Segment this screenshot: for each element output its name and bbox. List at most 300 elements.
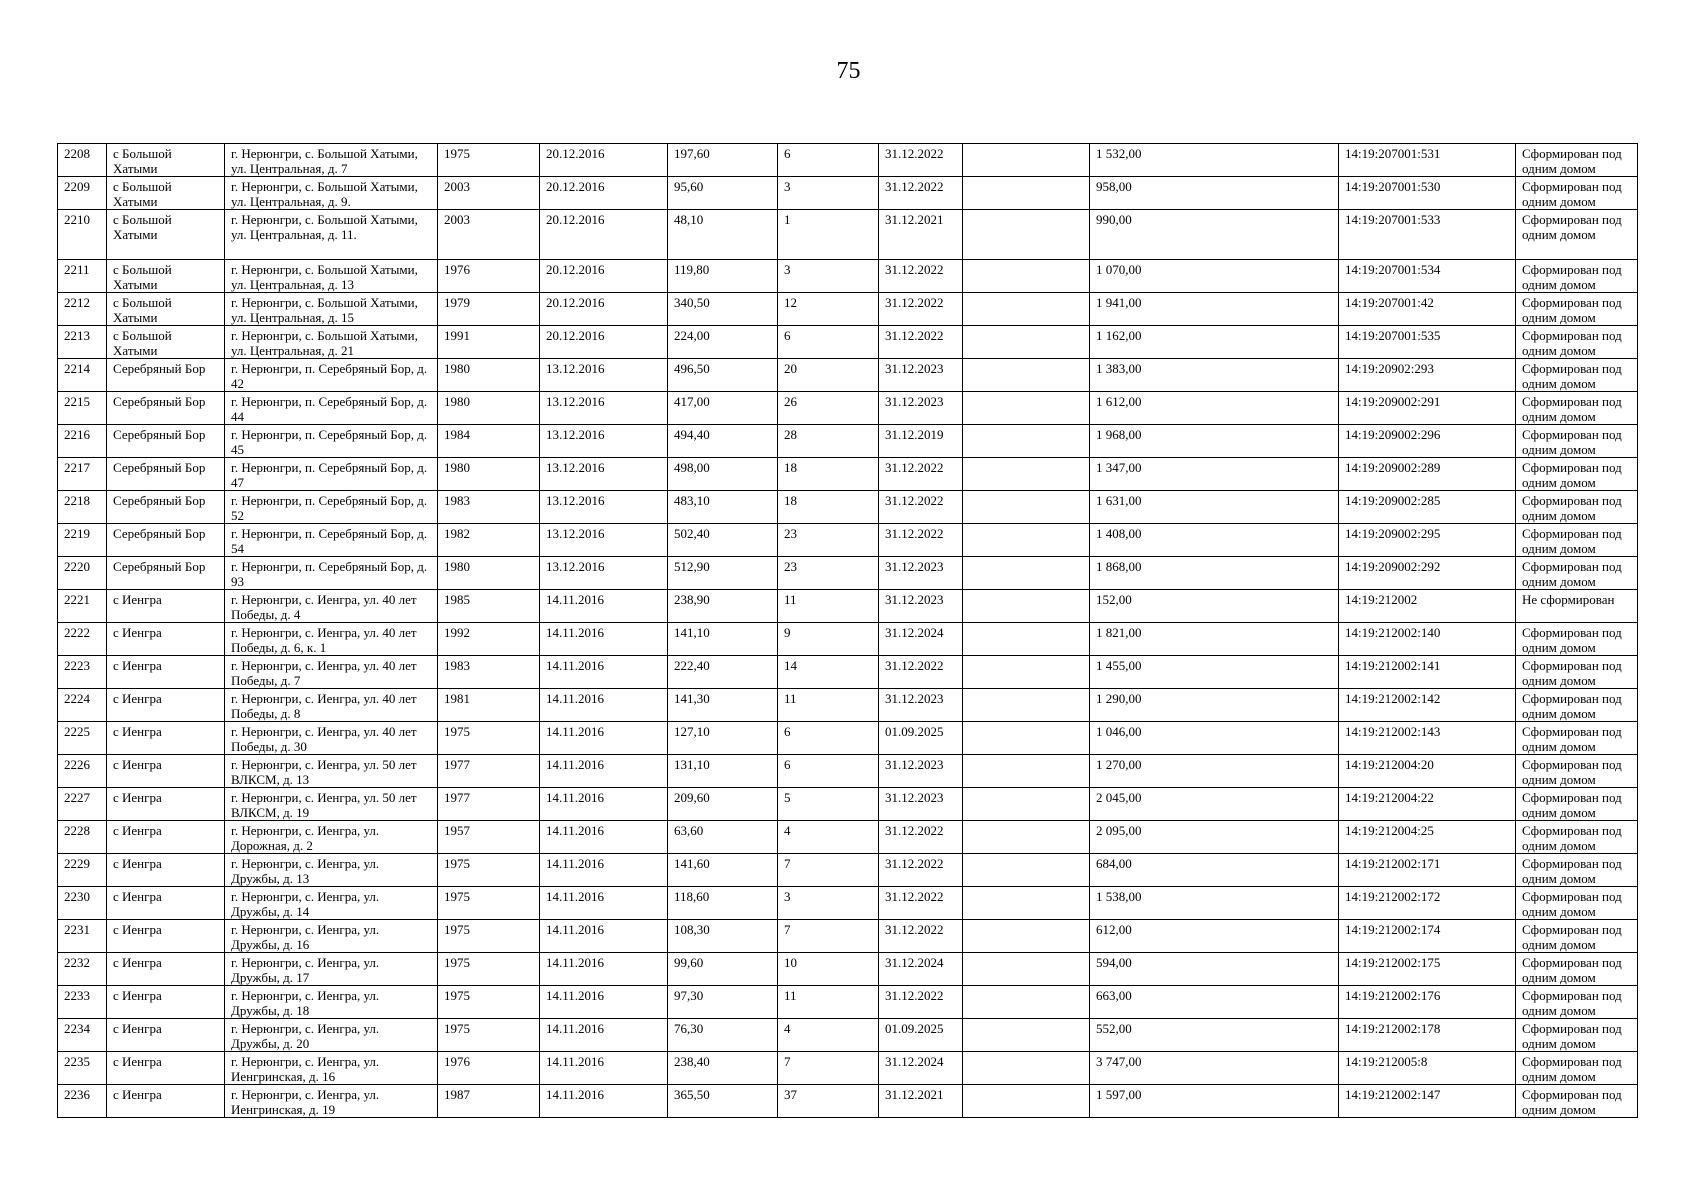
row-number: 2227 [58,788,107,821]
address-cell: г. Нерюнгри, с. Большой Хатыми, ул. Центральная, д. 21 [225,326,438,359]
cadastral-number-cell: 14:19:212002:142 [1339,689,1516,722]
cadastral-number-cell: 14:19:212002:141 [1339,656,1516,689]
address-cell: г. Нерюнгри, с. Иенгра, ул. 40 лет Победы, д. 30 [225,722,438,755]
date-cell: 20.12.2016 [540,260,668,293]
year-built-cell: 2003 [438,177,540,210]
address-cell: г. Нерюнгри, с. Иенгра, ул. 40 лет Победы, д. 8 [225,689,438,722]
table-row [58,210,1638,260]
deadline-cell: 31.12.2023 [879,689,963,722]
settlement-cell: с Иенгра [107,986,225,1019]
land-area-cell: 1 532,00 [1090,144,1339,177]
settlement-cell: с Иенгра [107,590,225,623]
deadline-cell: 31.12.2022 [879,144,963,177]
address-cell: г. Нерюнгри, с. Большой Хатыми, ул. Центральная, д. 9. [225,177,438,210]
settlement-cell: с Иенгра [107,1052,225,1085]
row-number: 2209 [58,177,107,210]
table-row [58,920,1638,953]
deadline-cell: 31.12.2022 [879,887,963,920]
date-cell: 14.11.2016 [540,656,668,689]
table-row [58,392,1638,425]
row-number: 2221 [58,590,107,623]
year-built-cell: 1980 [438,458,540,491]
row-number: 2235 [58,1052,107,1085]
cadastral-number-cell: 14:19:207001:530 [1339,177,1516,210]
empty-cell [963,326,1090,359]
area-cell: 496,50 [668,359,778,392]
settlement-cell: Серебряный Бор [107,557,225,590]
land-area-cell: 1 968,00 [1090,425,1339,458]
table-row [58,656,1638,689]
land-area-cell: 2 045,00 [1090,788,1339,821]
address-cell: г. Нерюнгри, п. Серебряный Бор, д. 52 [225,491,438,524]
settlement-cell: с Иенгра [107,656,225,689]
deadline-cell: 31.12.2023 [879,788,963,821]
date-cell: 20.12.2016 [540,210,668,260]
empty-cell [963,1085,1090,1118]
year-built-cell: 1976 [438,1052,540,1085]
settlement-cell: Серебряный Бор [107,458,225,491]
date-cell: 20.12.2016 [540,144,668,177]
deadline-cell: 31.12.2022 [879,524,963,557]
settlement-cell: Серебряный Бор [107,524,225,557]
empty-cell [963,293,1090,326]
deadline-cell: 31.12.2024 [879,1052,963,1085]
empty-cell [963,557,1090,590]
area-cell: 238,40 [668,1052,778,1085]
area-cell: 95,60 [668,177,778,210]
area-cell: 141,30 [668,689,778,722]
residents-cell: 3 [778,260,879,293]
year-built-cell: 1975 [438,953,540,986]
cadastral-number-cell: 14:19:212002:143 [1339,722,1516,755]
table-row [58,689,1638,722]
date-cell: 20.12.2016 [540,177,668,210]
empty-cell [963,1019,1090,1052]
area-cell: 498,00 [668,458,778,491]
row-number: 2230 [58,887,107,920]
table-row [58,458,1638,491]
empty-cell [963,920,1090,953]
settlement-cell: с Иенгра [107,623,225,656]
area-cell: 108,30 [668,920,778,953]
year-built-cell: 1975 [438,887,540,920]
row-number: 2215 [58,392,107,425]
empty-cell [963,986,1090,1019]
table-row [58,821,1638,854]
year-built-cell: 1975 [438,722,540,755]
year-built-cell: 1957 [438,821,540,854]
residents-cell: 4 [778,1019,879,1052]
row-number: 2217 [58,458,107,491]
residents-cell: 28 [778,425,879,458]
empty-cell [963,623,1090,656]
cadastral-number-cell: 14:19:212002 [1339,590,1516,623]
table-row [58,887,1638,920]
residents-cell: 6 [778,722,879,755]
deadline-cell: 31.12.2022 [879,260,963,293]
residents-cell: 10 [778,953,879,986]
status-cell: Сформирован под одним домом [1516,326,1638,359]
row-number: 2236 [58,1085,107,1118]
empty-cell [963,887,1090,920]
empty-cell [963,755,1090,788]
cadastral-number-cell: 14:19:212004:25 [1339,821,1516,854]
residents-cell: 18 [778,458,879,491]
table-row [58,1052,1638,1085]
date-cell: 13.12.2016 [540,359,668,392]
date-cell: 14.11.2016 [540,788,668,821]
residents-cell: 3 [778,887,879,920]
year-built-cell: 1976 [438,260,540,293]
settlement-cell: Серебряный Бор [107,392,225,425]
status-cell: Сформирован под одним домом [1516,755,1638,788]
deadline-cell: 01.09.2025 [879,722,963,755]
row-number: 2225 [58,722,107,755]
date-cell: 14.11.2016 [540,590,668,623]
cadastral-number-cell: 14:19:212002:175 [1339,953,1516,986]
area-cell: 119,80 [668,260,778,293]
deadline-cell: 01.09.2025 [879,1019,963,1052]
empty-cell [963,491,1090,524]
year-built-cell: 1975 [438,1019,540,1052]
cadastral-number-cell: 14:19:209002:295 [1339,524,1516,557]
date-cell: 14.11.2016 [540,1019,668,1052]
row-number: 2232 [58,953,107,986]
land-area-cell: 552,00 [1090,1019,1339,1052]
residents-cell: 1 [778,210,879,260]
residents-cell: 6 [778,755,879,788]
table-row [58,854,1638,887]
residents-cell: 23 [778,524,879,557]
cadastral-number-cell: 14:19:207001:534 [1339,260,1516,293]
empty-cell [963,210,1090,260]
address-cell: г. Нерюнгри, п. Серебряный Бор, д. 93 [225,557,438,590]
area-cell: 340,50 [668,293,778,326]
status-cell: Сформирован под одним домом [1516,359,1638,392]
year-built-cell: 1979 [438,293,540,326]
residents-cell: 12 [778,293,879,326]
deadline-cell: 31.12.2022 [879,821,963,854]
area-cell: 483,10 [668,491,778,524]
year-built-cell: 1983 [438,656,540,689]
status-cell: Сформирован под одним домом [1516,210,1638,260]
deadline-cell: 31.12.2022 [879,920,963,953]
deadline-cell: 31.12.2023 [879,392,963,425]
land-area-cell: 1 408,00 [1090,524,1339,557]
area-cell: 99,60 [668,953,778,986]
table-row [58,491,1638,524]
row-number: 2214 [58,359,107,392]
empty-cell [963,392,1090,425]
land-area-cell: 1 868,00 [1090,557,1339,590]
land-area-cell: 1 455,00 [1090,656,1339,689]
deadline-cell: 31.12.2021 [879,1085,963,1118]
deadline-cell: 31.12.2022 [879,656,963,689]
row-number: 2226 [58,755,107,788]
area-cell: 141,10 [668,623,778,656]
residents-cell: 7 [778,854,879,887]
cadastral-number-cell: 14:19:212002:178 [1339,1019,1516,1052]
status-cell: Сформирован под одним домом [1516,458,1638,491]
table-row [58,326,1638,359]
date-cell: 14.11.2016 [540,1052,668,1085]
date-cell: 14.11.2016 [540,986,668,1019]
empty-cell [963,425,1090,458]
address-cell: г. Нерюнгри, с. Иенгра, ул. 40 лет Победы, д. 7 [225,656,438,689]
address-cell: г. Нерюнгри, с. Иенгра, ул. 40 лет Победы, д. 4 [225,590,438,623]
row-number: 2218 [58,491,107,524]
area-cell: 48,10 [668,210,778,260]
deadline-cell: 31.12.2023 [879,755,963,788]
cadastral-number-cell: 14:19:212002:147 [1339,1085,1516,1118]
table-row [58,590,1638,623]
address-cell: г. Нерюнгри, с. Иенгра, ул. Иенгринская, д. 19 [225,1085,438,1118]
status-cell: Сформирован под одним домом [1516,986,1638,1019]
empty-cell [963,144,1090,177]
row-number: 2216 [58,425,107,458]
settlement-cell: с Большой Хатыми [107,293,225,326]
table-row [58,788,1638,821]
empty-cell [963,458,1090,491]
table-row [58,755,1638,788]
cadastral-number-cell: 14:19:207001:531 [1339,144,1516,177]
land-area-cell: 1 597,00 [1090,1085,1339,1118]
table-row [58,425,1638,458]
year-built-cell: 1981 [438,689,540,722]
address-cell: г. Нерюнгри, п. Серебряный Бор, д. 47 [225,458,438,491]
land-area-cell: 1 290,00 [1090,689,1339,722]
deadline-cell: 31.12.2022 [879,986,963,1019]
date-cell: 20.12.2016 [540,326,668,359]
row-number: 2222 [58,623,107,656]
settlement-cell: с Большой Хатыми [107,260,225,293]
settlement-cell: с Большой Хатыми [107,177,225,210]
deadline-cell: 31.12.2022 [879,491,963,524]
land-area-cell: 594,00 [1090,953,1339,986]
empty-cell [963,590,1090,623]
date-cell: 14.11.2016 [540,821,668,854]
date-cell: 14.11.2016 [540,953,668,986]
settlement-cell: с Иенгра [107,788,225,821]
cadastral-number-cell: 14:19:209002:285 [1339,491,1516,524]
date-cell: 14.11.2016 [540,689,668,722]
status-cell: Сформирован под одним домом [1516,177,1638,210]
address-cell: г. Нерюнгри, п. Серебряный Бор, д. 54 [225,524,438,557]
residents-cell: 5 [778,788,879,821]
deadline-cell: 31.12.2022 [879,293,963,326]
residents-cell: 6 [778,144,879,177]
row-number: 2229 [58,854,107,887]
settlement-cell: с Иенгра [107,1085,225,1118]
residents-cell: 23 [778,557,879,590]
address-cell: г. Нерюнгри, п. Серебряный Бор, д. 42 [225,359,438,392]
address-cell: г. Нерюнгри, с. Иенгра, ул. 50 лет ВЛКСМ, д. 13 [225,755,438,788]
year-built-cell: 1985 [438,590,540,623]
status-cell: Сформирован под одним домом [1516,425,1638,458]
land-area-cell: 612,00 [1090,920,1339,953]
deadline-cell: 31.12.2022 [879,326,963,359]
cadastral-number-cell: 14:19:207001:42 [1339,293,1516,326]
deadline-cell: 31.12.2024 [879,953,963,986]
address-cell: г. Нерюнгри, с. Большой Хатыми, ул. Центральная, д. 13 [225,260,438,293]
date-cell: 14.11.2016 [540,623,668,656]
address-cell: г. Нерюнгри, с. Иенгра, ул. Дружбы, д. 17 [225,953,438,986]
table-row [58,359,1638,392]
empty-cell [963,177,1090,210]
row-number: 2223 [58,656,107,689]
table-row [58,557,1638,590]
status-cell: Сформирован под одним домом [1516,920,1638,953]
settlement-cell: с Иенгра [107,953,225,986]
status-cell: Сформирован под одним домом [1516,524,1638,557]
residents-cell: 9 [778,623,879,656]
page-number: 75 [836,58,861,84]
settlement-cell: с Иенгра [107,821,225,854]
empty-cell [963,689,1090,722]
settlement-cell: Серебряный Бор [107,359,225,392]
deadline-cell: 31.12.2019 [879,425,963,458]
land-area-cell: 1 070,00 [1090,260,1339,293]
status-cell: Сформирован под одним домом [1516,260,1638,293]
deadline-cell: 31.12.2023 [879,359,963,392]
residents-cell: 11 [778,590,879,623]
land-area-cell: 684,00 [1090,854,1339,887]
residents-cell: 18 [778,491,879,524]
status-cell: Сформирован под одним домом [1516,144,1638,177]
address-cell: г. Нерюнгри, с. Большой Хатыми, ул. Центральная, д. 11. [225,210,438,260]
year-built-cell: 1975 [438,986,540,1019]
land-area-cell: 1 631,00 [1090,491,1339,524]
deadline-cell: 31.12.2024 [879,623,963,656]
row-number: 2231 [58,920,107,953]
address-cell: г. Нерюнгри, с. Иенгра, ул. Дружбы, д. 13 [225,854,438,887]
area-cell: 97,30 [668,986,778,1019]
date-cell: 14.11.2016 [540,1085,668,1118]
settlement-cell: с Иенгра [107,755,225,788]
row-number: 2224 [58,689,107,722]
area-cell: 118,60 [668,887,778,920]
settlement-cell: с Большой Хатыми [107,144,225,177]
cadastral-number-cell: 14:19:212002:176 [1339,986,1516,1019]
residents-cell: 3 [778,177,879,210]
row-number: 2211 [58,260,107,293]
land-area-cell: 1 270,00 [1090,755,1339,788]
table-row [58,524,1638,557]
area-cell: 209,60 [668,788,778,821]
area-cell: 502,40 [668,524,778,557]
residents-cell: 6 [778,326,879,359]
deadline-cell: 31.12.2022 [879,854,963,887]
deadline-cell: 31.12.2023 [879,590,963,623]
area-cell: 76,30 [668,1019,778,1052]
deadline-cell: 31.12.2021 [879,210,963,260]
settlement-cell: Серебряный Бор [107,491,225,524]
land-area-cell: 1 538,00 [1090,887,1339,920]
year-built-cell: 2003 [438,210,540,260]
table-row [58,953,1638,986]
address-cell: г. Нерюнгри, с. Иенгра, ул. Дорожная, д. 2 [225,821,438,854]
land-area-cell: 1 046,00 [1090,722,1339,755]
settlement-cell: с Большой Хатыми [107,326,225,359]
land-area-cell: 1 941,00 [1090,293,1339,326]
area-cell: 127,10 [668,722,778,755]
date-cell: 14.11.2016 [540,854,668,887]
date-cell: 14.11.2016 [540,887,668,920]
settlement-cell: с Иенгра [107,689,225,722]
table-row [58,1085,1638,1118]
address-cell: г. Нерюнгри, с. Иенгра, ул. Дружбы, д. 18 [225,986,438,1019]
residents-cell: 11 [778,986,879,1019]
cadastral-number-cell: 14:19:212002:172 [1339,887,1516,920]
area-cell: 131,10 [668,755,778,788]
year-built-cell: 1975 [438,144,540,177]
area-cell: 494,40 [668,425,778,458]
row-number: 2219 [58,524,107,557]
empty-cell [963,260,1090,293]
row-number: 2208 [58,144,107,177]
status-cell: Сформирован под одним домом [1516,1085,1638,1118]
cadastral-number-cell: 14:19:209002:292 [1339,557,1516,590]
status-cell: Сформирован под одним домом [1516,854,1638,887]
year-built-cell: 1980 [438,557,540,590]
year-built-cell: 1982 [438,524,540,557]
empty-cell [963,1052,1090,1085]
residents-cell: 14 [778,656,879,689]
area-cell: 224,00 [668,326,778,359]
year-built-cell: 1977 [438,755,540,788]
year-built-cell: 1980 [438,392,540,425]
residents-cell: 7 [778,920,879,953]
settlement-cell: с Иенгра [107,920,225,953]
date-cell: 14.11.2016 [540,920,668,953]
year-built-cell: 1975 [438,920,540,953]
residents-cell: 7 [778,1052,879,1085]
cadastral-number-cell: 14:19:212004:20 [1339,755,1516,788]
settlement-cell: с Иенгра [107,854,225,887]
table-row [58,986,1638,1019]
table-row [58,1019,1638,1052]
row-number: 2213 [58,326,107,359]
cadastral-number-cell: 14:19:209002:289 [1339,458,1516,491]
row-number: 2233 [58,986,107,1019]
address-cell: г. Нерюнгри, п. Серебряный Бор, д. 44 [225,392,438,425]
table-row [58,260,1638,293]
empty-cell [963,854,1090,887]
cadastral-number-cell: 14:19:207001:535 [1339,326,1516,359]
row-number: 2210 [58,210,107,260]
land-area-cell: 2 095,00 [1090,821,1339,854]
residents-cell: 4 [778,821,879,854]
date-cell: 20.12.2016 [540,293,668,326]
status-cell: Сформирован под одним домом [1516,689,1638,722]
status-cell: Сформирован под одним домом [1516,623,1638,656]
table-row [58,144,1638,177]
deadline-cell: 31.12.2023 [879,557,963,590]
cadastral-number-cell: 14:19:209002:291 [1339,392,1516,425]
year-built-cell: 1975 [438,854,540,887]
housing-registry-table [57,143,1638,1118]
address-cell: г. Нерюнгри, с. Иенгра, ул. 50 лет ВЛКСМ, д. 19 [225,788,438,821]
empty-cell [963,821,1090,854]
area-cell: 512,90 [668,557,778,590]
status-cell: Сформирован под одним домом [1516,656,1638,689]
cadastral-number-cell: 14:19:20902:293 [1339,359,1516,392]
address-cell: г. Нерюнгри, с. Иенгра, ул. 40 лет Победы, д. 6, к. 1 [225,623,438,656]
empty-cell [963,359,1090,392]
date-cell: 13.12.2016 [540,491,668,524]
status-cell: Сформирован под одним домом [1516,1052,1638,1085]
land-area-cell: 958,00 [1090,177,1339,210]
